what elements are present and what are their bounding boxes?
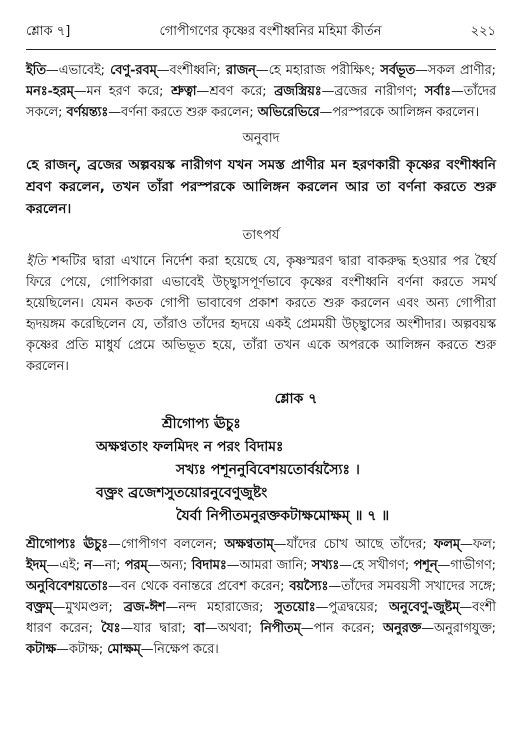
verse-line-2: সখ্যঃ পশূননুবিবেশয়তোর্বয়স্যৈঃ । [176, 462, 360, 478]
synonym-term: যৈঃ [101, 621, 121, 636]
synonym-meaning: —পরস্পরকে আলিঙ্গন করলেন। [319, 105, 480, 120]
synonym-meaning: —তাঁদের সকলে; [26, 84, 496, 120]
synonym-meaning: —বর্ণনা করতে শুরু করলেন; [108, 105, 258, 120]
synonym-term: অক্ষণ্বতাম্ [224, 537, 274, 552]
synonyms-previous-verse [26, 60, 496, 123]
purport-italic-word: ইতি [26, 254, 46, 269]
synonym-term: ব্রজস্ত্রিয়ঃ [274, 84, 322, 99]
synonym-meaning: —বংশীধ্বনি; [156, 63, 226, 78]
synonym-term: পরম্ [124, 558, 148, 573]
synonym-term: পশূন্ [413, 558, 438, 573]
translation-text: হে রাজন্, ব্রজের অল্পবয়স্ক নারীগণ যখন সমস্ত প্রাণীর মন হরণকারী কৃষ্ণের বংশীধ্বনি শ্রবণ করলেন, তখন তাঁরা পরস্পরকে আলিঙ্গন করলেন আর তা বর্ণনা করতে শুরু করলেন। [26, 157, 496, 217]
synonym-term: সর্বভূত [380, 63, 416, 78]
synonym-term: অনুবিবেশয়তোঃ [26, 579, 109, 594]
synonym-term: ফলম্ [434, 537, 461, 552]
verse-line-1: অক্ষণ্বতাং ফলমিদং ন পরং বিদামঃ [96, 439, 284, 455]
synonym-term: সর্বাঃ [424, 84, 451, 99]
synonym-term: বর্ণয়ন্ত্যঃ [66, 105, 109, 120]
synonym-term: সুতয়োঃ [274, 600, 316, 615]
running-header [26, 22, 496, 50]
synonym-term: মোক্ষম্ [107, 642, 141, 657]
book-page [26, 22, 496, 660]
synonym-term: মনঃ-হরম্ [26, 84, 74, 99]
synonym-meaning: —পান করেন; [300, 621, 384, 636]
synonym-term: সখ্যঃ [311, 558, 340, 573]
synonym-term: বিদামঃ [191, 558, 227, 573]
synonym-meaning: —নন্দ মহারাজের; [165, 600, 275, 615]
synonyms-current-verse [26, 534, 496, 660]
synonym-term: ব্রজ-ঈশ [123, 600, 166, 615]
purport-heading: তাৎপর্য [242, 228, 280, 243]
synonym-meaning: —যার দ্বারা; [120, 621, 195, 636]
synonym-meaning: —মন হরণ করে; [73, 84, 172, 99]
synonym-meaning: —আমরা জানি; [226, 558, 312, 573]
synonym-meaning: —বংশী ধারণ করেন; [26, 600, 496, 636]
purport-body: শব্দটির দ্বারা এখানে নির্দেশ করা হয়েছে যে, কৃষ্ণস্মরণ দ্বারা বাকরুদ্ধ হওয়ার পর স্থৈর্য ফিরে পেয়ে, গোপিকারা এভাবেই উচ্ছ্বাসপূর্ণভাবে কৃষ্ণের বংশীধ্বনি বর্ণনা করতে সমর্থ হয়েছিলেন। যেমন কতক গোপী ভাবাবেগ প্রকাশ করতে শুরু করলেন এবং অন্য গোপীরা হৃদয়ঙ্গম করেছিলেন যে, তাঁরাও তাঁদের হৃদয়ে একই প্রেমময়ী উচ্ছ্বাসের অংশীদার। অল্পবয়স্ক কৃষ্ণের প্রতি মাধুর্য প্রেমে অভিভূত হয়ে, তাঁরা তখন একে অপরকে আলিঙ্গন করতে শুরু করলেন। [26, 254, 496, 374]
synonym-meaning: —হে মহারাজ পরীক্ষিৎ; [255, 63, 381, 78]
synonym-term: অনুবেণু-জুষ্টম্ [389, 600, 460, 615]
synonym-meaning: —নিক্ষেপ করে। [140, 642, 219, 657]
synonym-term: বয়স্যৈঃ [289, 579, 329, 594]
page-number: ২২১ [470, 24, 496, 39]
synonym-meaning: —না; [92, 558, 125, 573]
synonym-meaning: —ব্রজের নারীগণ; [321, 84, 425, 99]
synonym-term: শ্রীগোপ্যঃ ঊচুঃ [26, 537, 109, 552]
synonym-meaning: —বন থেকে বনান্তরে প্রবেশ করেন; [108, 579, 290, 594]
synonym-meaning: —ফল; [460, 537, 497, 552]
translation-heading: অনুবাদ [242, 131, 280, 146]
synonym-meaning: —কটাক্ষ; [56, 642, 108, 657]
synonym-term: শ্রুত্বা [171, 84, 197, 99]
purport-text [26, 251, 496, 377]
synonym-meaning: —শ্রবণ করে; [196, 84, 275, 99]
verse-speaker: শ্রীগোপ্য ঊচুঃ [162, 416, 241, 432]
synonym-meaning: —এভাবেই; [45, 63, 111, 78]
synonym-meaning: —গাভীগণ; [437, 558, 496, 573]
synonym-meaning: —অনুরাগযুক্ত; [421, 621, 496, 636]
synonym-meaning: —পুত্রদ্বয়ের; [315, 600, 390, 615]
synonym-meaning: —অন্য; [147, 558, 192, 573]
synonym-term: রাজন্ [225, 63, 256, 78]
synonym-term: অভিরেভিরে [257, 105, 320, 120]
synonym-term: বা [194, 621, 205, 636]
synonym-term: ইদম্ [26, 558, 47, 573]
verse-line-3: বক্ত্রং ব্রজেশসুতয়োরনুবেণুজুষ্টং [96, 485, 268, 501]
verse-number: শ্লোক ৭ [274, 391, 318, 407]
synonym-meaning: —হে সখীগণ; [339, 558, 414, 573]
synonym-meaning: —সকল প্রাণীর; [415, 63, 496, 78]
synonym-meaning: —তাঁদের সমবয়সী সখাদের সঙ্গে; [328, 579, 496, 594]
verse-line-4: যৈর্বা নিপীতমনুরক্তকটাক্ষমোক্ষম্ ॥ ৭ ॥ [176, 508, 390, 524]
synonym-term: অনুরক্ত [383, 621, 422, 636]
synonym-meaning: —অথবা; [204, 621, 261, 636]
synonym-meaning: —যাঁদের চোখ আছে তাঁদের; [273, 537, 435, 552]
synonym-meaning: —এই; [46, 558, 85, 573]
synonym-term: বেণু-রবম্ [110, 63, 157, 78]
synonym-term: নিপীতম্ [260, 621, 301, 636]
synonym-meaning: —গোপীগণ বললেন; [108, 537, 225, 552]
synonym-term: ন [84, 558, 92, 573]
sanskrit-verse [26, 387, 496, 528]
verse-reference: শ্লোক ৭] [26, 24, 71, 39]
synonym-meaning: —মুখমণ্ডল; [52, 600, 124, 615]
synonym-term: বক্ত্রম্ [26, 600, 53, 615]
chapter-title: গোপীগণের কৃষ্ণের বংশীধ্বনির মহিমা কীর্তন [159, 24, 382, 39]
synonym-term: ইতি [26, 63, 46, 78]
synonym-term: কটাক্ষ [26, 642, 57, 657]
